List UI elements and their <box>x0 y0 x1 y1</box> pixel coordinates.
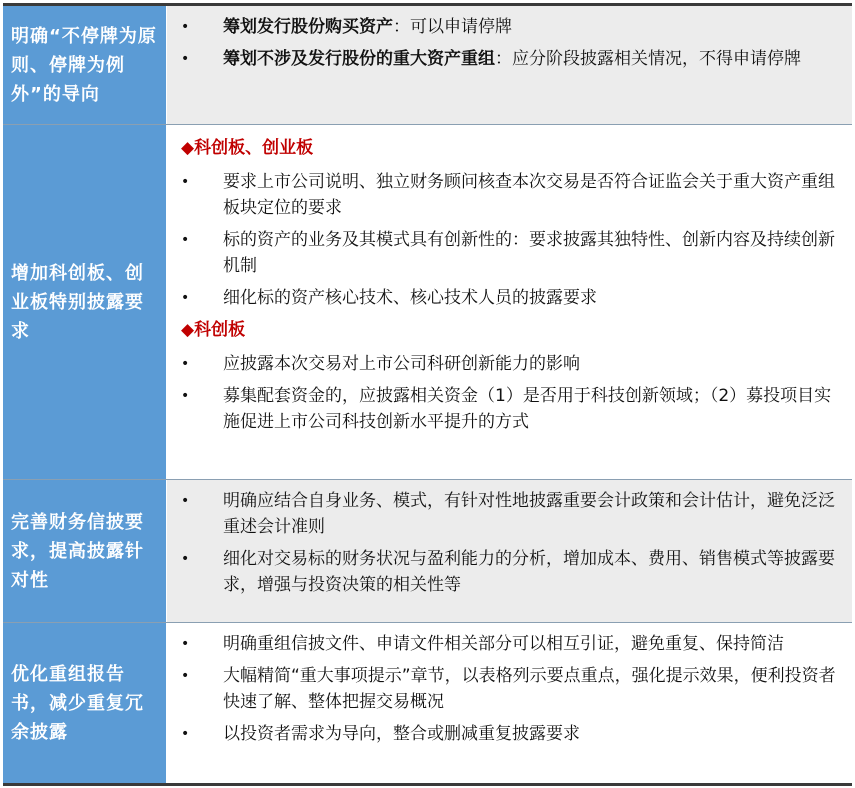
item-text: 以投资者需求为导向，整合或删减重复披露要求 <box>223 724 580 744</box>
table-row <box>3 623 852 783</box>
item-text: ：应分阶段披露相关情况，不得申请停牌 <box>495 49 801 69</box>
item-text: 募集配套资金的，应披露相关资金（1）是否用于科技创新领域；（2）募投项目实施促进上市公司科技创新水平提升的方式 <box>223 386 832 432</box>
row-label: 增加科创板、创业板特别披露要求 <box>3 125 167 479</box>
bullet-icon: • <box>181 388 190 404</box>
item-text: 细化对交易标的财务状况与盈利能力的分析，增加成本、费用、销售模式等披露要求，增强与投资决策的相关性等 <box>223 549 835 595</box>
item-text: ：可以申请停牌 <box>393 17 512 37</box>
row-label: 明确“不停牌为原则、停牌为例外”的导向 <box>3 6 167 124</box>
item-text: 大幅精简“重大事项提示”章节，以表格列示要点重点，强化提示效果，便利投资者快速了解、整体把握交易概况 <box>223 666 836 712</box>
list-item <box>181 488 842 540</box>
bullet-icon: • <box>181 636 190 652</box>
item-text: 细化标的资产核心技术、核心技术人员的披露要求 <box>223 288 597 308</box>
list-item <box>181 546 842 598</box>
list-item <box>181 721 842 747</box>
list-item <box>181 351 842 377</box>
list-item <box>181 663 842 715</box>
bullet-icon: • <box>181 551 190 567</box>
row-label: 优化重组报告书，减少重复冗余披露 <box>3 623 167 783</box>
bullet-icon: • <box>181 356 190 372</box>
bullet-icon: • <box>181 174 190 190</box>
policy-table <box>3 3 852 786</box>
bullet-icon: • <box>181 51 190 67</box>
table-row <box>3 6 852 125</box>
section-heading: ◆科创板、创业板 <box>181 138 314 158</box>
list-item <box>181 631 842 657</box>
item-text: 应披露本次交易对上市公司科研创新能力的影响 <box>223 354 580 374</box>
list-item <box>181 169 842 221</box>
item-bold-text: 筹划发行股份购买资产 <box>223 17 393 37</box>
list-item <box>181 46 842 72</box>
list-item <box>181 14 842 40</box>
item-text: 标的资产的业务及其模式具有创新性的：要求披露其独特性、创新内容及持续创新机制 <box>223 230 835 276</box>
list-item <box>181 383 842 435</box>
row-content <box>167 480 852 622</box>
row-content <box>167 125 852 479</box>
item-bold-text: 筹划不涉及发行股份的重大资产重组 <box>223 49 495 69</box>
list-item <box>181 285 842 311</box>
item-text: 明确重组信披文件、申请文件相关部分可以相互引证，避免重复、保持简洁 <box>223 634 784 654</box>
item-text: 要求上市公司说明、独立财务顾问核查本次交易是否符合证监会关于重大资产重组板块定位的要求 <box>223 172 835 218</box>
bullet-icon: • <box>181 726 190 742</box>
list-item <box>181 227 842 279</box>
bullet-icon: • <box>181 493 190 509</box>
table-row <box>3 480 852 623</box>
bullet-icon: • <box>181 232 190 248</box>
bullet-icon: • <box>181 668 190 684</box>
item-text: 明确应结合自身业务、模式，有针对性地披露重要会计政策和会计估计，避免泛泛重述会计准则 <box>223 491 835 537</box>
bullet-icon: • <box>181 19 190 35</box>
row-label: 完善财务信披要求，提高披露针对性 <box>3 480 167 622</box>
row-content <box>167 6 852 124</box>
section-heading: ◆科创板 <box>181 320 246 340</box>
row-content <box>167 623 852 783</box>
bullet-icon: • <box>181 290 190 306</box>
table-row <box>3 125 852 480</box>
